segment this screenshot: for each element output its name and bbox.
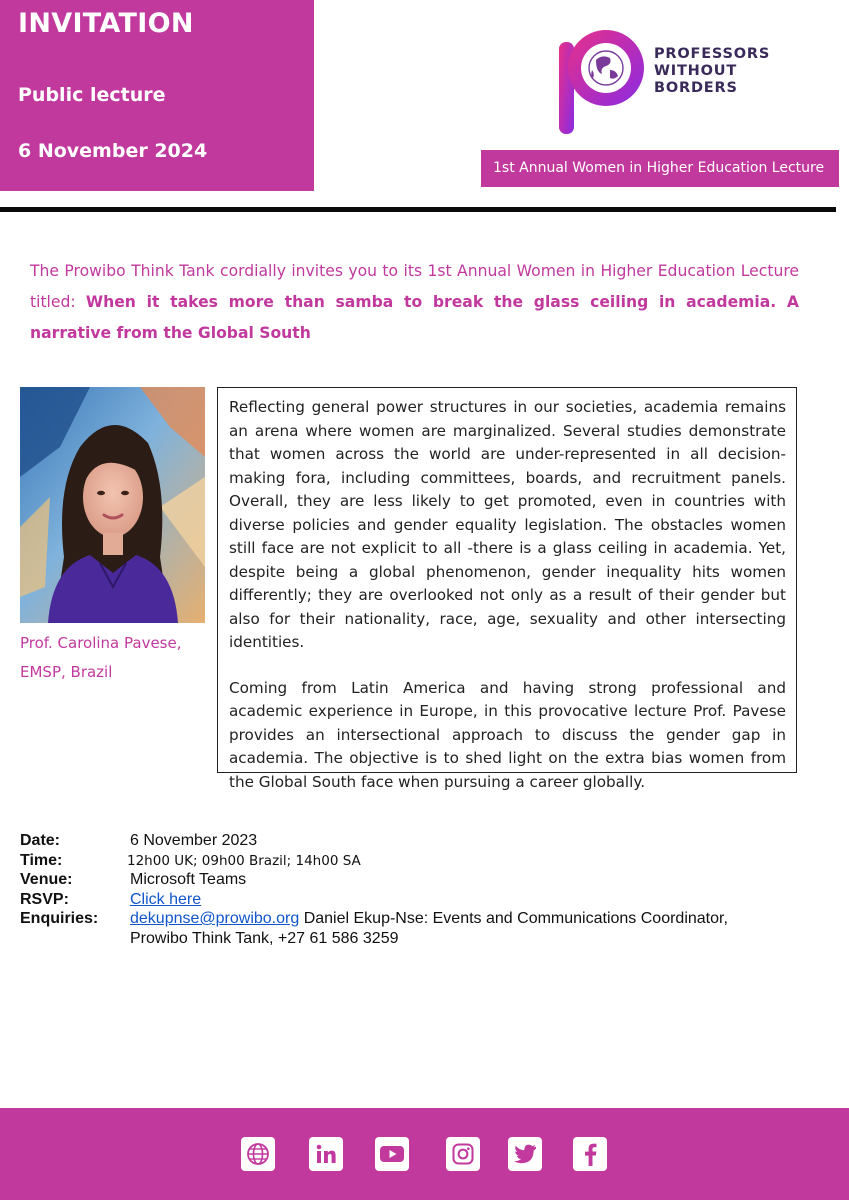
website-link[interactable] xyxy=(241,1137,275,1171)
intro-paragraph xyxy=(30,256,799,349)
lecture-title: When it takes more than samba to break the glass ceiling in academia. A narrative from the Global South xyxy=(30,293,799,342)
venue-row xyxy=(20,871,820,891)
logo-line-1: PROFESSORS xyxy=(654,46,771,62)
header-divider xyxy=(0,207,836,212)
rsvp-row xyxy=(20,891,820,911)
speaker-affiliation: EMSP, Brazil xyxy=(20,663,113,681)
footer-bar xyxy=(0,1108,849,1200)
linkedin-icon xyxy=(314,1142,338,1166)
lecture-series-banner: 1st Annual Women in Higher Education Lecture xyxy=(481,150,839,187)
enquiries-contact-2: Prowibo Think Tank, +27 61 586 3259 xyxy=(130,929,399,947)
time-value: 12h00 UK; 09h00 Brazil; 14h00 SA xyxy=(127,852,361,869)
youtube-link[interactable] xyxy=(375,1137,409,1171)
youtube-icon xyxy=(379,1143,405,1165)
abstract-paragraph-1: Reflecting general power structures in our societies, academia remains an arena where women are marginalized. Several studies demonstrate that women across the world are under-represented in all decision-making fora, including committees, boards, and recruitment panels. Overall, they are less likely to get promoted, even in countries with diverse policies and gender equality legislation. The obstacles women still face are not explicit to all -there is a glass ceiling in academia. Yet, despite being a global phenomenon, gender inequality hits women differently; they are overlooked not only as a result of their gender but also for their nationality, race, age, sexuality and other intersecting identities. xyxy=(229,398,786,651)
logo-p-icon xyxy=(556,24,648,136)
twitter-icon xyxy=(513,1143,537,1165)
date-value: 6 November 2023 xyxy=(130,832,258,849)
abstract-box xyxy=(217,387,797,791)
rsvp-link[interactable]: Click here xyxy=(130,890,202,908)
rsvp-label: RSVP: xyxy=(20,890,69,908)
speaker-caption xyxy=(20,629,205,687)
header-banner xyxy=(0,0,314,191)
intro-lead: The Prowibo Think Tank cordially invites you to its 1st Annual Women in Higher Education Lecture titled: xyxy=(30,262,799,311)
speaker-name: Prof. Carolina Pavese, xyxy=(20,634,182,652)
enquiries-email-link[interactable]: dekupnse@prowibo.org xyxy=(130,910,300,927)
globe-icon xyxy=(246,1142,270,1166)
instagram-link[interactable] xyxy=(446,1137,480,1171)
enquiries-label: Enquiries: xyxy=(20,910,99,927)
enquiries-row xyxy=(20,910,820,930)
venue-label: Venue: xyxy=(20,871,73,888)
enquiries-value xyxy=(130,910,728,928)
instagram-icon xyxy=(451,1142,475,1166)
abstract-paragraph-2: Coming from Latin America and having strong professional and academic experience in Europe, in this provocative lecture Prof. Pavese provides an intersectional approach to discuss the gender gap in academia. The objective is to shed light on the extra bias women from the Global South face when pursuing a career globally. xyxy=(229,678,786,791)
facebook-link[interactable] xyxy=(573,1137,607,1171)
date-label: Date: xyxy=(20,832,61,849)
enquiries-row-2 xyxy=(20,930,820,950)
invitation-title: INVITATION xyxy=(18,8,194,39)
event-details xyxy=(20,832,820,949)
header-date: 6 November 2024 xyxy=(18,140,208,162)
twitter-link[interactable] xyxy=(508,1137,542,1171)
facebook-icon xyxy=(581,1142,599,1166)
time-row xyxy=(20,852,820,872)
event-type: Public lecture xyxy=(18,84,166,106)
speaker-photo xyxy=(20,387,205,623)
logo-line-2: WITHOUT xyxy=(654,63,738,79)
time-label: Time: xyxy=(20,851,63,869)
logo-line-3: BORDERS xyxy=(654,80,738,96)
logo-wordmark xyxy=(654,46,770,97)
enquiries-contact: Daniel Ekup-Nse: Events and Communications Coordinator, xyxy=(303,910,728,927)
professors-without-borders-logo xyxy=(556,24,796,136)
venue-value: Microsoft Teams xyxy=(130,871,247,888)
date-row xyxy=(20,832,820,852)
linkedin-link[interactable] xyxy=(309,1137,343,1171)
